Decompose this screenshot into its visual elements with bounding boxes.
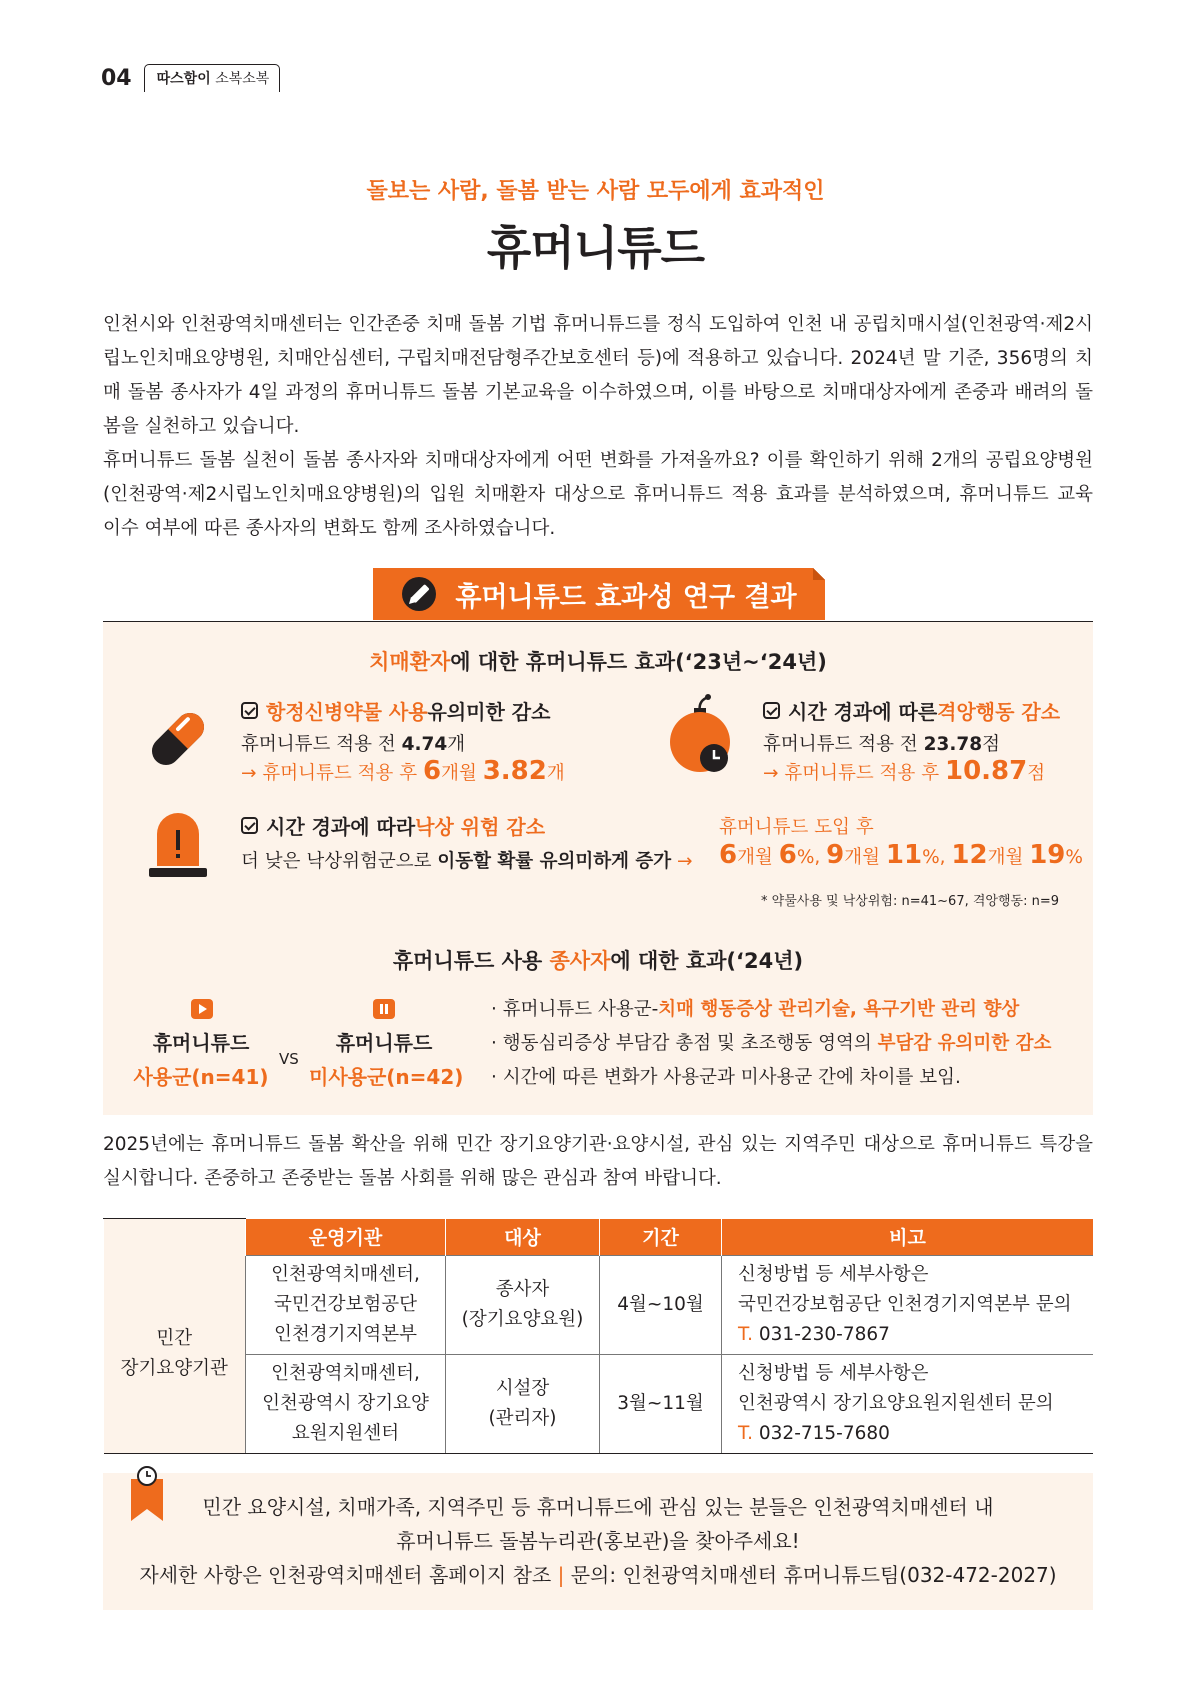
pencil-icon — [401, 576, 437, 612]
header-org: 운영기관 — [246, 1219, 446, 1256]
drug-before-value: 4.74 — [401, 734, 448, 755]
worker-bullet-3: · 시간에 따른 변화가 사용군과 미사용군 간에 차이를 보임. — [491, 1067, 961, 1088]
table-corner — [104, 1219, 246, 1256]
aggression-after-prefix: → 휴머니튜드 적용 후 — [763, 763, 945, 784]
article-subtitle: 돌보는 사람, 돌봄 받는 사람 모두에게 효과적인 — [366, 179, 825, 204]
section-tag-bold: 따스함이 — [156, 71, 211, 87]
period-cell: 3월~11월 — [600, 1354, 722, 1453]
drug-after-line — [241, 756, 565, 786]
table-row — [104, 1255, 1094, 1354]
fall-percent-2: 11 — [885, 840, 923, 870]
page-header — [101, 64, 280, 92]
vs-label: VS — [279, 1050, 299, 1068]
heading-rest: 에 대한 휴머니튜드 효과(‘23년~‘24년) — [450, 650, 827, 674]
note-cell — [722, 1255, 1094, 1354]
note-line: 신청방법 등 세부사항은 — [738, 1263, 929, 1285]
aggression-after-value: 10.87 — [945, 756, 1028, 786]
aggression-result-title — [763, 696, 1060, 725]
worker-effects-panel — [103, 927, 1093, 1115]
fall-percent-3: 19 — [1029, 840, 1066, 870]
info-line-1: 민간 요양시설, 치매가족, 지역주민 등 휴머니튜드에 관심 있는 분들은 인천광역치매센터 내 — [202, 1495, 994, 1519]
fall-percent-1: 6 — [778, 840, 797, 870]
target-line: (장기요양요원) — [461, 1308, 584, 1330]
info-box — [103, 1473, 1093, 1610]
drug-before-unit: 개 — [447, 734, 466, 755]
bullet-2-highlight: 부담감 유의미한 감소 — [877, 1033, 1052, 1054]
category-line-1: 민간 — [156, 1327, 193, 1349]
worker-bullet-1 — [491, 995, 1019, 1021]
checkbox-icon — [241, 702, 258, 719]
info-contact-text: 문의: 인천광역치매센터 휴머니튜드팀(032-472-2027) — [570, 1563, 1057, 1587]
note-line: 신청방법 등 세부사항은 — [738, 1362, 929, 1384]
org-cell — [246, 1354, 446, 1453]
arrow-right-icon: → — [677, 851, 693, 872]
closing-text: 2025년에는 휴머니튜드 돌봄 확산을 위해 민간 장기요양기관·요양시설, 관심 있는 지역주민 대상으로 휴머니튜드 특강을 실시합니다. 존중하고 존중받는 돌봄 사회를 위해 많은 관심과 참여 바랍니다. — [103, 1134, 1093, 1189]
intro-text — [103, 308, 1093, 546]
aggression-before-line — [763, 730, 1000, 756]
fall-percent-unit-3: % — [1065, 847, 1083, 868]
aggression-title-highlight: 격앙행동 감소 — [937, 700, 1061, 724]
org-line: 국민건강보험공단 — [274, 1293, 417, 1315]
drug-after-months: 6 — [423, 756, 442, 786]
aggression-before-label: 휴머니튜드 적용 전 — [763, 734, 924, 755]
fall-month-1: 6 — [719, 840, 738, 870]
results-tab-banner — [373, 568, 825, 620]
fall-month-unit-3: 개월 — [987, 847, 1030, 868]
tel-prefix: T. — [738, 1422, 753, 1444]
article-title: 휴머니튜드 — [486, 221, 705, 275]
aggression-after-line — [763, 756, 1045, 786]
info-line-3 — [103, 1559, 1093, 1588]
intro-paragraph-2: 휴머니튜드 돌봄 실천이 돌봄 종사자와 치매대상자에게 어떤 변화를 가져올까요? 이를 확인하기 위해 2개의 공립요양병원(인천광역·제2시립노인치매요양병원)의 입원 치매환자 대상으로 휴머니튜드 적용 효과를 분석하였으며, 휴머니튜드 교육 이수 여부에 따른 종사자의 변화도 함께 조사하였습니다. — [103, 450, 1093, 539]
drug-before-label: 휴머니튜드 적용 전 — [241, 734, 402, 755]
fall-percent-unit-2: %, — [922, 847, 952, 868]
drug-after-prefix: → 휴머니튜드 적용 후 — [241, 763, 423, 784]
note-line: 인천광역시 장기요양요원지원센터 문의 — [738, 1392, 1054, 1414]
category-line-2: 장기요양기관 — [120, 1357, 228, 1379]
target-line: 시설장 — [495, 1377, 550, 1399]
section-tag-rest: 소복소복 — [215, 71, 270, 87]
fall-month-2: 9 — [826, 840, 845, 870]
intro-paragraph-1: 인천시와 인천광역치매센터는 인간존중 치매 돌봄 기법 휴머니튜드를 정식 도입하여 인천 내 공립치매시설(인천광역·제2시립노인치매요양병원, 치매안심센터, 구립치매전담형주간보호센터 등)에 적용하고 있습니다. 2024년 말 기준, 356명의 치매 돌봄 종사자가 4일 과정의 휴머니튜드 돌봄 기본교육을 이수하였으며, 이를 바탕으로 치매대상자에게 존중과 배려의 돌봄을 실천하고 있습니다. — [103, 314, 1093, 437]
org-line: 인천광역시 장기요양 — [262, 1392, 429, 1414]
fall-desc-line — [241, 847, 693, 873]
phone-number: 031-230-7867 — [753, 1323, 890, 1345]
fall-desc-bold: 이동할 확률 유의미하게 증가 — [437, 851, 672, 872]
header-period: 기간 — [600, 1219, 722, 1256]
fall-month-3: 12 — [951, 840, 988, 870]
org-line: 인천광역치매센터, — [271, 1263, 420, 1285]
fall-desc-rest: 더 낮은 낙상위험군으로 — [241, 851, 438, 872]
fall-title-highlight: 낙상 위험 감소 — [415, 815, 546, 839]
info-line-2: 휴머니튜드 돌봄누리관(홍보관)을 찾아주세요! — [396, 1529, 800, 1553]
checkbox-icon — [763, 702, 780, 719]
play-icon — [191, 999, 213, 1019]
fall-percent-line — [719, 840, 1083, 870]
corner-fold — [813, 568, 825, 580]
group2-count: 미사용군(n=42) — [309, 1065, 464, 1089]
pill-icon — [143, 704, 213, 774]
patient-effects-heading — [103, 646, 1093, 676]
period-cell: 4월~10월 — [600, 1255, 722, 1354]
results-tab-label: 휴머니튜드 효과성 연구 결과 — [455, 581, 797, 613]
worker-bullet-2 — [491, 1029, 1051, 1055]
alarm-siren-icon — [145, 802, 211, 882]
fall-title-rest: 시간 경과에 따라 — [266, 815, 416, 839]
footnote: * 약물사용 및 낙상위험: n=41~67, 격앙행동: n=9 — [761, 894, 1059, 909]
closing-paragraph — [103, 1128, 1093, 1196]
page-number: 04 — [101, 65, 132, 91]
tel-prefix: T. — [738, 1323, 753, 1345]
heading-highlight: 치매환자 — [369, 650, 451, 674]
bullet-2-rest: · 행동심리증상 부담감 총점 및 초조행동 영역의 — [491, 1033, 878, 1054]
org-line: 요원지원센터 — [291, 1422, 400, 1444]
fall-month-unit-2: 개월 — [844, 847, 886, 868]
fall-intro-label: 휴머니튜드 도입 후 — [719, 817, 874, 838]
drug-after-months-unit: 개월 — [441, 763, 483, 784]
drug-after-value: 3.82 — [482, 756, 547, 786]
aggression-before-unit: 점 — [982, 734, 1001, 755]
drug-title-rest: 유의미한 감소 — [427, 700, 551, 724]
drug-title-highlight: 항정신병약물 사용 — [266, 700, 428, 724]
worker-heading-highlight: 종사자 — [549, 949, 611, 973]
table-header-row — [104, 1219, 1094, 1256]
worker-effects-heading — [103, 945, 1093, 975]
header-target: 대상 — [446, 1219, 600, 1256]
bullet-1-highlight: 치매 행동증상 관리기술, 욕구기반 관리 향상 — [658, 999, 1020, 1020]
bullet-1-rest: · 휴머니튜드 사용군- — [491, 999, 659, 1020]
group1-count: 사용군(n=41) — [133, 1065, 269, 1089]
lecture-schedule-table — [103, 1218, 1093, 1454]
fall-month-unit-1: 개월 — [737, 847, 779, 868]
note-cell — [722, 1354, 1094, 1453]
org-line: 인천경기지역본부 — [274, 1323, 417, 1345]
aggression-before-value: 23.78 — [923, 734, 983, 755]
fall-result-title — [241, 811, 545, 840]
note-line: 국민건강보험공단 인천경기지역본부 문의 — [738, 1293, 1072, 1315]
divider: | — [557, 1563, 565, 1587]
header-note: 비고 — [722, 1219, 1094, 1256]
target-cell — [446, 1354, 600, 1453]
drug-result-title — [241, 696, 550, 725]
org-line: 인천광역치매센터, — [271, 1362, 420, 1384]
fall-percent-unit-1: %, — [796, 847, 827, 868]
target-line: 종사자 — [495, 1278, 550, 1300]
worker-heading-post: 에 대한 효과(‘24년) — [610, 949, 804, 973]
table-row — [104, 1354, 1094, 1453]
aggression-title-rest: 시간 경과에 따른 — [788, 700, 938, 724]
drug-after-unit: 개 — [546, 763, 565, 784]
checkbox-icon — [241, 817, 258, 834]
worker-heading-pre: 휴머니튜드 사용 — [392, 949, 550, 973]
group1-label: 휴머니튜드 — [152, 1031, 250, 1055]
phone-number: 032-715-7680 — [753, 1422, 890, 1444]
target-line: (관리자) — [488, 1407, 557, 1429]
group2-label: 휴머니튜드 — [335, 1031, 433, 1055]
target-cell — [446, 1255, 600, 1354]
pause-icon — [373, 999, 395, 1019]
org-cell — [246, 1255, 446, 1354]
aggression-after-unit: 점 — [1027, 763, 1046, 784]
section-tag — [144, 64, 281, 92]
patient-effects-panel — [103, 621, 1093, 928]
bomb-clock-icon — [668, 690, 738, 776]
drug-before-line — [241, 730, 465, 756]
category-cell — [104, 1255, 246, 1453]
info-homepage-text: 자세한 사항은 인천광역치매센터 홈페이지 참조 — [139, 1563, 552, 1587]
